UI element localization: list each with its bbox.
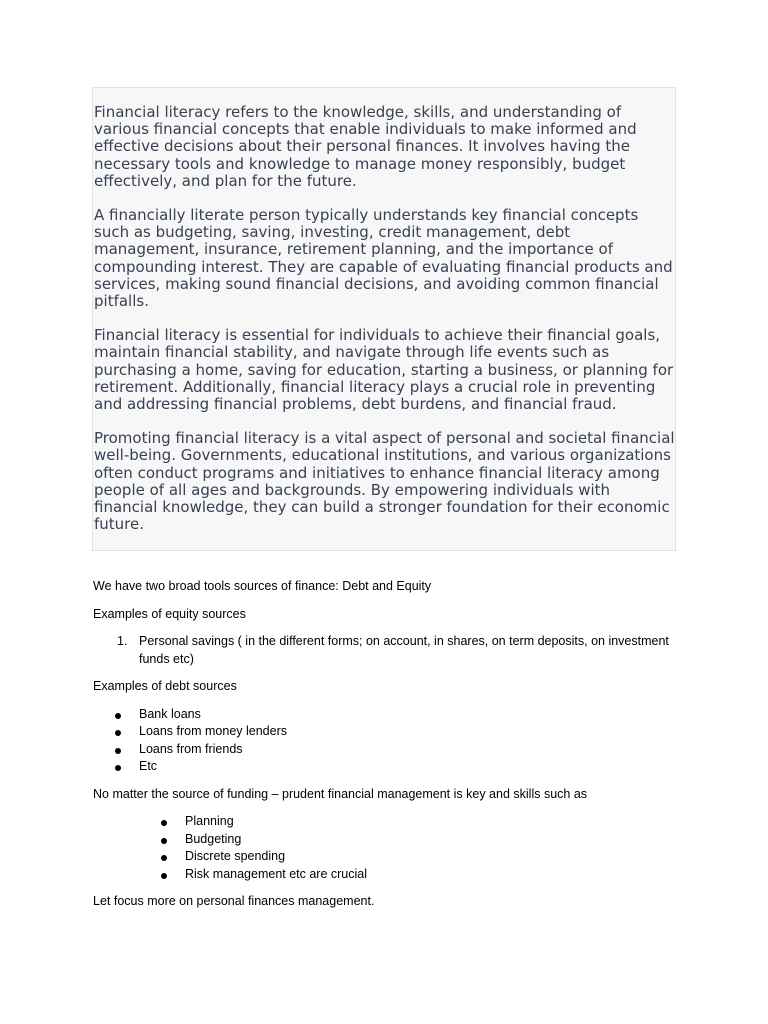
- callout-paragraph-3: Financial literacy is essential for individuals to achieve their financial goals, maintain financial stability, and navigate through life events such as purchasing a home, saving for education, starting a business, or planning for retirement. Additionally, financial literacy plays a crucial role in preventing and addressing financial problems, debt burdens, and financial fraud.: [94, 326, 674, 414]
- list-number: 1.: [117, 634, 128, 648]
- skills-list: [93, 813, 693, 883]
- bullet-icon: [161, 838, 167, 844]
- management-intro: No matter the source of funding – prudent financial management is key and skills such as: [93, 786, 588, 801]
- callout-paragraph-1: Financial literacy refers to the knowledge, skills, and understanding of various financial concepts that enable individuals to make informed and effective decisions about their personal finances. It involves having the necessary tools and knowledge to manage money responsibly, budget effectively, and plan for the future.: [94, 103, 637, 190]
- debt-sources-heading: Examples of debt sources: [93, 679, 237, 693]
- list-item: [93, 848, 693, 866]
- financial-literacy-callout: [92, 87, 676, 551]
- list-item: [93, 831, 693, 849]
- bullet-icon: [115, 748, 121, 754]
- list-item-text: Loans from friends: [139, 741, 243, 756]
- list-item: [93, 706, 693, 724]
- equity-sources-heading: Examples of equity sources: [93, 606, 246, 621]
- bullet-icon: [115, 765, 121, 771]
- debt-sources-list: [93, 706, 693, 776]
- list-item-text: Risk management etc are crucial: [185, 866, 368, 881]
- list-item: [93, 813, 693, 831]
- document-body: [93, 578, 693, 921]
- list-item: [93, 633, 693, 668]
- bullet-icon: [161, 855, 167, 861]
- list-item-text: Loans from money lenders: [139, 724, 287, 738]
- sources-intro: We have two broad tools sources of finance: Debt and Equity: [93, 579, 432, 593]
- list-item-text: Planning: [185, 814, 234, 828]
- bullet-icon: [161, 820, 167, 826]
- list-item: [93, 723, 693, 741]
- list-item-text: Budgeting: [185, 831, 242, 846]
- list-item: [93, 741, 693, 759]
- bullet-icon: [115, 713, 121, 719]
- bullet-icon: [161, 873, 167, 879]
- list-item-text: Bank loans: [139, 706, 201, 721]
- list-item: [93, 866, 693, 884]
- list-item: [93, 758, 693, 776]
- list-item-text: Discrete spending: [185, 849, 286, 863]
- list-item-text: Personal savings ( in the different forms; on account, in shares, on term deposits, on investment funds etc): [139, 634, 669, 666]
- callout-paragraph-2: A financially literate person typically understands key financial concepts such as budgeting, saving, investing, credit management, debt management, insurance, retirement planning, and the importance of compounding interest. They are capable of evaluating financial products and services, making sound financial decisions, and avoiding common financial pitfalls.: [94, 206, 673, 311]
- bullet-icon: [115, 730, 121, 736]
- equity-sources-list: [93, 633, 693, 668]
- closing-sentence: Let focus more on personal finances management.: [93, 894, 375, 908]
- list-item-text: Etc: [139, 759, 158, 773]
- callout-paragraph-4: Promoting financial literacy is a vital aspect of personal and societal financial well-being. Governments, educational institutions, and various organizations often conduct programs and initiatives to enhance financial literacy among people of all ages and backgrounds. By empowering individuals with financial knowledge, they can build a stronger foundation for their economic future.: [94, 429, 675, 534]
